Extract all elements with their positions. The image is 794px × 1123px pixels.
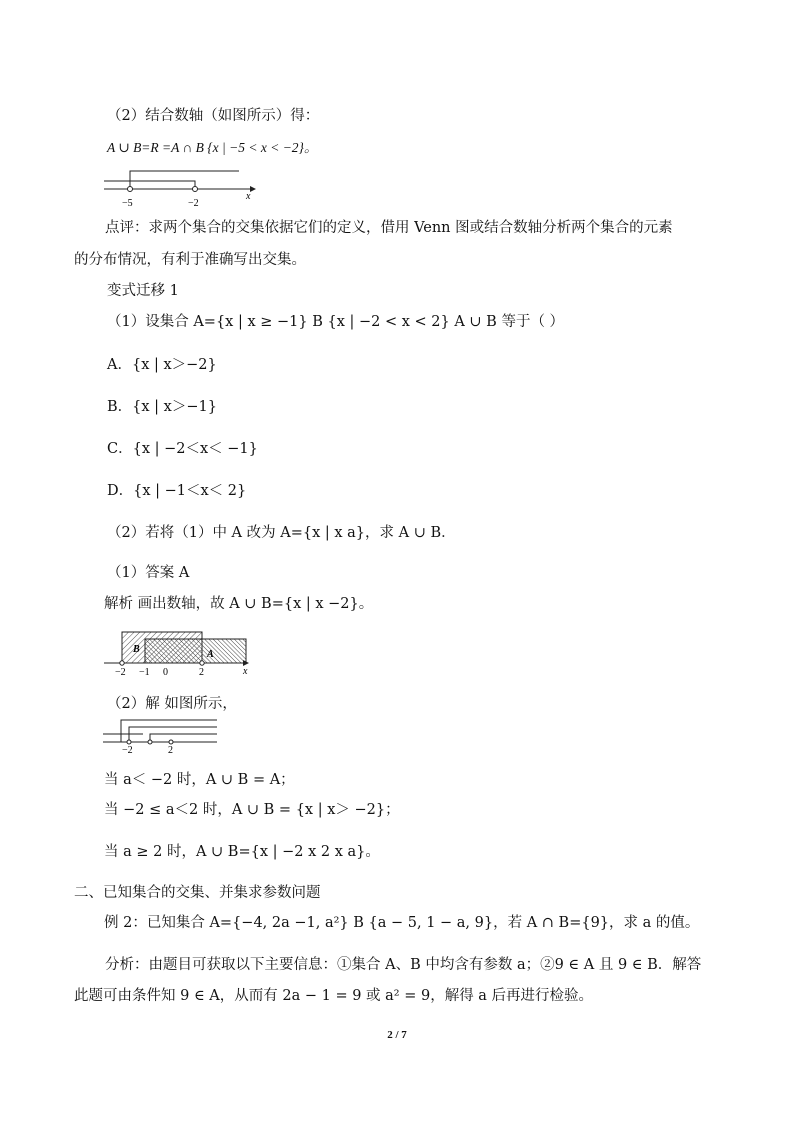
line-part2-heading: （2）结合数轴（如图所示）得： bbox=[107, 108, 320, 124]
line-question-1: （1）设集合 A={x | x ≥ −1} B {x | −2 < x < 2} A ∪ B 等于（ ） bbox=[107, 314, 565, 330]
line-example-2: 例 2：已知集合 A={−4, 2a −1, a²} B {a − 5, 1 − a, 9}，若 A ∩ B={9}，求 a 的值。 bbox=[104, 915, 700, 931]
line-case-2: 当 −2 ≤ a＜2 时，A ∪ B = {x | x＞ −2}； bbox=[104, 802, 400, 818]
line-case-1: 当 a＜ −2 时，A ∪ B = A； bbox=[104, 772, 295, 788]
line-case-3: 当 a ≥ 2 时，A ∪ B={x | −2 x 2 x a}。 bbox=[104, 844, 380, 860]
line-comment-1: 点评：求两个集合的交集依据它们的定义，借用 Venn 图或结合数轴分析两个集合的元素 bbox=[105, 220, 673, 236]
tick-label-minus5: −5 bbox=[122, 198, 133, 209]
line-analysis: 解析 画出数轴，故 A ∪ B={x | x −2}。 bbox=[104, 596, 374, 612]
line-solution: （2）解 如图所示， bbox=[107, 696, 237, 712]
tick-label-minus2: −2 bbox=[188, 198, 199, 209]
option-c: C．{x | −2＜x＜ −1} bbox=[107, 441, 258, 457]
number-line-figure-1 bbox=[104, 170, 264, 212]
line-comment-2: 的分布情况，有利于准确写出交集。 bbox=[74, 252, 306, 268]
line-analysis-2b: 此题可由条件知 9 ∈ A，从而有 2a − 1 = 9 或 a² = 9，解得 a 后再进行检验。 bbox=[74, 988, 594, 1004]
option-d: D．{x | −1＜x＜ 2} bbox=[107, 483, 247, 499]
option-a: A．{x | x＞−2} bbox=[107, 357, 217, 373]
region-label-b: B bbox=[133, 644, 140, 655]
line-answer: （1）答案 A bbox=[107, 565, 190, 581]
line-analysis-2a: 分析：由题目可获取以下主要信息：①集合 A、B 中均含有参数 a；②9 ∈ A 且 9 ∈ B．解答 bbox=[105, 957, 702, 973]
tick-label-minus1: −1 bbox=[139, 667, 150, 678]
line-question-2: （2）若将（1）中 A 改为 A={x | x a}，求 A ∪ B． bbox=[107, 525, 456, 541]
number-line-figure-2 bbox=[104, 628, 254, 678]
tick-label-minus2: −2 bbox=[122, 745, 133, 756]
tick-label-minus2: −2 bbox=[115, 667, 126, 678]
line-union-result: A ∪ B=R =A ∩ B {x | −5 < x < −2}。 bbox=[107, 140, 318, 155]
axis-label-x: x bbox=[243, 666, 248, 677]
tick-label-2: 2 bbox=[199, 667, 204, 678]
number-line-figure-3 bbox=[103, 718, 223, 756]
region-label-a: A bbox=[207, 649, 214, 660]
tick-label-2: 2 bbox=[168, 745, 173, 756]
axis-label-x: x bbox=[246, 191, 251, 202]
line-variant-title: 变式迁移 1 bbox=[107, 283, 179, 299]
page-number: 2 / 7 bbox=[387, 1029, 407, 1041]
tick-label-0: 0 bbox=[163, 667, 168, 678]
section-heading-2: 二、已知集合的交集、并集求参数问题 bbox=[74, 885, 321, 901]
option-b: B．{x | x＞−1} bbox=[107, 399, 217, 415]
